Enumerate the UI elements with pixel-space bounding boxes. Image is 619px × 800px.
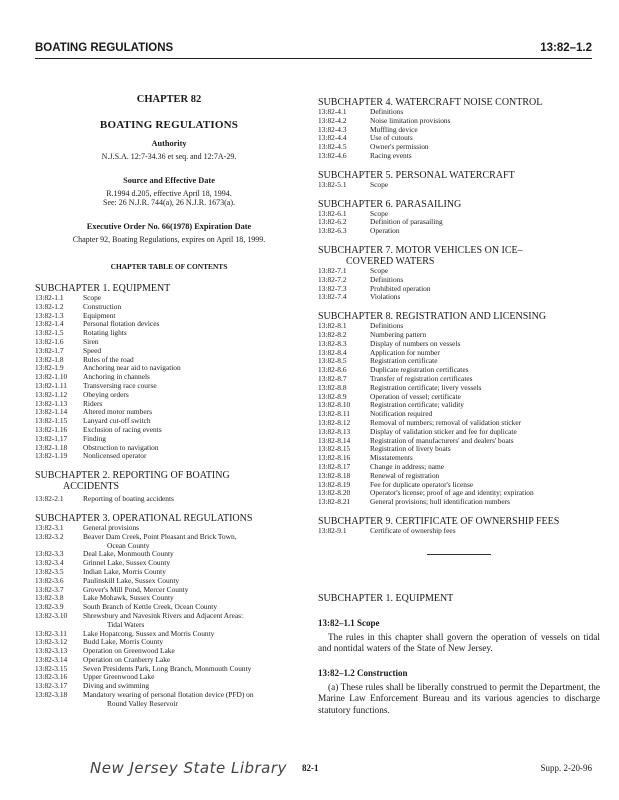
toc-entry-number: 13:82-9.1	[318, 525, 347, 535]
toc-entry-title-line: Scope	[83, 293, 102, 302]
toc-heading: CHAPTER TABLE OF CONTENTS	[110, 262, 228, 271]
toc-entry-number: 13:82-8.10	[318, 400, 351, 410]
section-divider	[427, 554, 491, 555]
subchapter-heading: SUBCHAPTER 4. WATERCRAFT NOISE CONTROL	[318, 97, 543, 108]
toc-entry	[35, 408, 303, 417]
toc-entry-title-line: Equipment	[83, 310, 116, 320]
toc-entry	[35, 673, 303, 682]
authority-label: Authority	[151, 139, 187, 148]
toc-entry	[35, 329, 303, 338]
toc-entry-title-line: Renewal of registration	[370, 470, 440, 480]
toc-entry-title-line: Registration of manufacturers' and dealers' boats	[370, 435, 514, 445]
toc-entry-number: 13:82-3.13	[35, 646, 68, 656]
toc-entry-title-line: Personal flotation devices	[83, 319, 160, 329]
toc-entry-title-line: Definitions	[370, 274, 404, 284]
toc-entry	[35, 452, 303, 461]
toc-list	[35, 524, 303, 709]
toc-entry-title-line: Display of validation sticker and fee for duplicate	[370, 426, 517, 436]
toc-entry-number: 13:82-3.2	[35, 531, 64, 541]
toc-entry-title-line: Shrewsbury and Navesink Rivers and Adjacent Areas:	[83, 610, 244, 620]
toc-list	[318, 267, 600, 302]
chapter-title: BOATING REGULATIONS	[99, 119, 239, 131]
toc-entry-title-line: Ocean County	[107, 540, 150, 550]
toc-entry-title-line: Registration certificate; livery vessels	[370, 382, 482, 392]
toc-entry	[35, 426, 303, 435]
subchapter-heading-line: ACCIDENTS	[63, 481, 120, 493]
toc-entry	[318, 437, 600, 446]
toc-entry	[318, 349, 600, 358]
toc-entry-number: 13:82-8.5	[318, 356, 347, 366]
toc-entry-title-line: Owner's permission	[370, 142, 429, 152]
toc-entry-title-line: Fee for duplicate operator's license	[370, 479, 474, 489]
toc-entry	[318, 134, 600, 143]
toc-entry-title	[370, 498, 510, 507]
toc-entry	[318, 293, 600, 302]
toc-entry-number: 13:82-1.8	[35, 354, 64, 364]
toc-entry-title-line: Rotating lights	[83, 328, 127, 338]
toc-list	[318, 181, 600, 190]
toc-entry	[318, 227, 600, 236]
toc-entry-number: 13:82-8.8	[318, 382, 347, 392]
toc-entry-title-line: Registration certificate; validity	[370, 400, 464, 410]
library-stamp: New Jersey State Library	[90, 759, 287, 777]
toc-entry	[318, 126, 600, 135]
toc-entry	[318, 498, 600, 507]
toc-entry-number: 13:82-3.9	[35, 602, 64, 612]
toc-entry-title-line: Operation on Greenwood Lake	[83, 646, 175, 656]
toc-entry-number: 13:82-8.16	[318, 453, 351, 463]
toc-entry-number: 13:82-8.6	[318, 365, 347, 375]
toc-entry-number: 13:82-1.13	[35, 398, 68, 408]
toc-entry-number: 13:82-5.1	[318, 179, 347, 189]
right-column	[318, 97, 600, 718]
subchapter-heading	[35, 470, 303, 492]
toc-entry-title-line: Mandatory wearing of personal flotation device (PFD) on	[83, 690, 254, 700]
toc-entry-title	[370, 181, 388, 190]
toc-entry	[35, 391, 303, 400]
toc-entry-title-line: Construction	[83, 301, 122, 311]
toc-entry-number: 13:82-1.10	[35, 372, 68, 382]
toc-entry-number: 13:82-6.2	[318, 217, 347, 227]
toc-entry-number: 13:82-1.19	[35, 451, 68, 461]
toc-entry-title-line: Definition of parasailing	[370, 217, 443, 227]
toc-entry-number: 13:82-8.4	[318, 347, 347, 357]
toc-entry-title-line: Definitions	[370, 107, 404, 116]
toc-entry-number: 13:82-3.3	[35, 549, 64, 559]
toc-entry-title-line: Lake Mohawk, Sussex County	[83, 593, 174, 603]
section-paragraph: The rules in this chapter shall govern the operation of vessels on tidal and nontidal waters of the State of New Jersey.	[318, 632, 600, 655]
toc-entry-title	[370, 227, 400, 236]
toc-entry-title-line: Change in address; name	[370, 461, 445, 471]
toc-entry-number: 13:82-3.7	[35, 584, 64, 594]
toc-entry-number: 13:82-4.4	[318, 133, 347, 143]
toc-entry	[35, 347, 303, 356]
toc-entry-number: 13:82-7.1	[318, 265, 347, 275]
toc-entry-number: 13:82-1.17	[35, 433, 68, 443]
toc-list	[318, 527, 600, 536]
supplement-date: Supp. 2-20-96	[540, 763, 592, 773]
toc-entry	[318, 285, 600, 294]
toc-entry-title-line: Operation on Cranberry Lake	[83, 654, 171, 664]
toc-entry-number: 13:82-8.14	[318, 435, 351, 445]
running-header	[35, 42, 592, 59]
exec-order-label: Executive Order No. 66(1978) Expiration Date	[86, 221, 252, 231]
toc-entry	[35, 312, 303, 321]
toc-entry	[35, 382, 303, 391]
toc-entry	[35, 691, 303, 709]
toc-entry-number: 13:82-3.17	[35, 681, 68, 691]
toc-entry-title-line: Anchoring near aid to navigation	[83, 363, 181, 373]
toc-entry-title-line: Scope	[370, 208, 389, 218]
toc-entry-title-line: Exclusion of racing events	[83, 424, 162, 434]
toc-entry-title-line: Display of numbers on vessels	[370, 338, 461, 348]
section-heading: 13:82–1.1 Scope	[318, 617, 380, 628]
toc-entry	[35, 338, 303, 347]
source-text	[35, 189, 303, 208]
toc-list	[318, 322, 600, 507]
toc-entry-title-line: Siren	[83, 336, 99, 346]
toc-entry	[318, 322, 600, 331]
body-subchapter-title: SUBCHAPTER 1. EQUIPMENT	[318, 592, 454, 604]
toc-entry-number: 13:82-4.3	[318, 124, 347, 134]
toc-entry-title-line: Finding	[83, 433, 106, 443]
toc-entry-title-line: South Branch of Kettle Creek, Ocean County	[83, 602, 218, 612]
toc-entry-number: 13:82-4.5	[318, 142, 347, 152]
toc-entry-number: 13:82-2.1	[35, 494, 64, 504]
toc-entry	[318, 117, 600, 126]
toc-entry	[35, 665, 303, 674]
toc-entry-title-line: General provisions; hull identification numbers	[370, 497, 510, 507]
toc-entry-title	[83, 452, 146, 461]
toc-entry-number: 13:82-8.15	[318, 444, 351, 454]
toc-entry-title-line: Lake Hopatcong, Sussex and Morris County	[83, 628, 215, 638]
toc-entry-title-line: Violations	[370, 292, 401, 302]
toc-entry	[318, 401, 600, 410]
toc-entry-title-line: Prohibited operation	[370, 283, 431, 293]
toc-entry-title-line: Operator's license; proof of age and identity; expiration	[370, 488, 534, 498]
toc-entry-title-line: Obstruction to navigation	[83, 442, 159, 452]
toc-entry-number: 13:82-3.8	[35, 593, 64, 603]
toc-entry-title-line: Application for number	[370, 347, 440, 357]
toc-entry-title	[370, 527, 456, 536]
toc-entry	[35, 320, 303, 329]
toc-entry	[35, 533, 303, 551]
toc-entry-number: 13:82-4.1	[318, 107, 347, 116]
chapter-number: CHAPTER 82	[136, 94, 202, 105]
subchapter-heading-line: COVERED WATERS	[346, 255, 435, 267]
toc-entry-title-line: Operation of vessel; certificate	[370, 391, 461, 401]
toc-entry	[35, 417, 303, 426]
exec-order-text: Chapter 92, Boating Regulations, expires on April 18, 1999.	[72, 234, 266, 244]
toc-entry-title-line: Obeying orders	[83, 389, 129, 399]
toc-entry-title-line: Paulinskill Lake, Sussex County	[83, 575, 180, 585]
toc-entry-title-line: Indian Lake, Morris County	[83, 566, 166, 576]
toc-entry-title-line: Grover's Mill Pond, Mercer County	[83, 584, 189, 594]
toc-entry	[318, 181, 600, 190]
toc-entry-number: 13:82-1.11	[35, 380, 67, 390]
toc-entry-number: 13:82-1.16	[35, 424, 68, 434]
subchapter-heading-line: SUBCHAPTER 2. REPORTING OF BOATING	[35, 470, 230, 482]
toc-entry-number: 13:82-1.6	[35, 336, 64, 346]
left-column	[35, 92, 303, 709]
toc-entry-title-line: Tidal Waters	[107, 619, 145, 629]
header-section: 13:82–1.2	[540, 42, 592, 54]
toc-entry-number: 13:82-3.1	[35, 522, 64, 532]
toc-list	[318, 108, 600, 161]
subchapter-heading: SUBCHAPTER 9. CERTIFICATE OF OWNERSHIP FEES	[318, 515, 560, 527]
toc-entry-number: 13:82-8.7	[318, 373, 347, 383]
toc-entry-number: 13:82-3.18	[35, 690, 68, 700]
toc-entry-number: 13:82-1.1	[35, 293, 64, 302]
toc-entry	[35, 435, 303, 444]
toc-entry-title-line: General provisions	[83, 522, 140, 532]
toc-entry-title-line: Registration of livery boats	[370, 444, 451, 454]
toc-entry-number: 13:82-8.3	[318, 338, 347, 348]
toc-entry-title-line: Lanyard cut-off switch	[83, 416, 151, 426]
toc-entry-title-line: Noise limitation provisions	[370, 115, 451, 125]
toc-entry-number: 13:82-1.9	[35, 363, 64, 373]
toc-entry-title-line: Deal Lake, Monmouth County	[83, 549, 174, 559]
toc-entry	[35, 294, 303, 303]
toc-entry-number: 13:82-8.20	[318, 488, 351, 498]
toc-entry	[35, 612, 303, 630]
toc-entry-number: 13:82-1.7	[35, 345, 64, 355]
toc-entry-number: 13:82-8.13	[318, 426, 351, 436]
toc-entry-title-line: Nonlicensed operator	[83, 451, 147, 461]
toc-entry-number: 13:82-3.6	[35, 575, 64, 585]
toc-entry-title-line: Rules of the road	[83, 354, 134, 364]
toc-entry-title-line: Seven Presidents Park, Long Branch, Monmouth County	[83, 663, 252, 673]
toc-entry-title-line: Budd Lake, Morris County	[83, 637, 164, 647]
toc-entry	[318, 445, 600, 454]
toc-entry-title-line: Racing events	[370, 150, 412, 160]
toc-entry-title-line: Riders	[83, 398, 103, 408]
toc-entry	[318, 108, 600, 117]
toc-entry-number: 13:82-4.6	[318, 150, 347, 160]
toc-entry-title-line: Diving and swimming	[83, 681, 150, 691]
toc-entry-title-line: Round Valley Reservoir	[107, 698, 178, 708]
toc-entry-title	[83, 612, 243, 630]
toc-entry	[318, 340, 600, 349]
page-number: 82-1	[302, 763, 319, 773]
toc-entry-number: 13:82-6.3	[318, 226, 347, 236]
toc-entry-title-line: Upper Greenwood Lake	[83, 672, 155, 682]
toc-entry-number: 13:82-8.1	[318, 321, 347, 331]
toc-entry-title-line: Use of cutouts	[370, 133, 413, 143]
toc-entry	[35, 373, 303, 382]
toc-entry-number: 13:82-1.2	[35, 301, 64, 311]
toc-entry-number: 13:82-1.4	[35, 319, 64, 329]
toc-entry-title-line: Beaver Dam Creek, Point Pleasant and Brick Town,	[83, 531, 237, 541]
toc-entry-number: 13:82-8.17	[318, 461, 351, 471]
subchapter-heading-line: SUBCHAPTER 7. MOTOR VEHICLES ON ICE–	[318, 244, 523, 256]
toc-entry-title-line: Altered motor numbers	[83, 407, 152, 417]
toc-entry	[35, 559, 303, 568]
toc-entry-number: 13:82-7.2	[318, 274, 347, 284]
toc-entry-number: 13:82-8.9	[318, 391, 347, 401]
toc-entry-title	[370, 152, 412, 161]
toc-entry-title-line: Speed	[83, 345, 102, 355]
toc-entry-title-line: Reporting of boating accidents	[83, 494, 174, 504]
toc-entry	[318, 454, 600, 463]
toc-entry-title-line: Registration certificate	[370, 356, 438, 366]
toc-entry-title	[83, 533, 237, 551]
toc-entry	[318, 267, 600, 276]
toc-entry-number: 13:82-1.12	[35, 389, 68, 399]
toc-entry	[318, 218, 600, 227]
toc-entry-title-line: Numbering pattern	[370, 329, 427, 339]
toc-entry-number: 13:82-1.15	[35, 416, 68, 426]
toc-entry-number: 13:82-1.18	[35, 442, 68, 452]
toc-entry-title-line: Certificate of ownership fees	[370, 525, 456, 535]
toc-entry-title-line: Removal of numbers; removal of validation sticker	[370, 417, 522, 427]
subchapter-heading: SUBCHAPTER 5. PERSONAL WATERCRAFT	[318, 169, 515, 181]
source-line: See: 26 N.J.R. 744(a), 26 N.J.R. 1673(a).	[103, 198, 235, 207]
toc-entry-title	[83, 691, 254, 709]
toc-entry-number: 13:82-3.4	[35, 558, 64, 568]
toc-entry-number: 13:82-8.21	[318, 497, 351, 507]
toc-list	[35, 495, 303, 504]
toc-entry	[35, 364, 303, 373]
toc-entry-title-line: Operation	[370, 226, 400, 236]
toc-entry	[35, 400, 303, 409]
toc-entry-number: 13:82-3.16	[35, 672, 68, 682]
toc-entry-title-line: Transversing race course	[83, 380, 157, 390]
toc-entry-number: 13:82-8.19	[318, 479, 351, 489]
toc-entry-title-line: Scope	[370, 179, 389, 189]
toc-entry-title-line: Duplicate registration certificates	[370, 365, 469, 375]
toc-entry	[35, 630, 303, 639]
toc-entry-number: 13:82-3.5	[35, 566, 64, 576]
toc-entry-number: 13:82-3.10	[35, 610, 68, 620]
toc-entry-title-line: Definitions	[370, 321, 404, 331]
toc-entry-title-line: Grinnel Lake, Sussex County	[83, 558, 171, 568]
subchapter-heading	[318, 245, 600, 267]
toc-entry	[35, 444, 303, 453]
subchapter-heading: SUBCHAPTER 6. PARASAILING	[318, 198, 462, 210]
toc-entry-number: 13:82-1.3	[35, 310, 64, 320]
toc-entry-title-line: Transfer of registration certificates	[370, 373, 473, 383]
toc-entry-number: 13:82-8.11	[318, 409, 350, 419]
toc-entry-number: 13:82-6.1	[318, 208, 347, 218]
subchapter-heading: SUBCHAPTER 8. REGISTRATION AND LICENSING	[318, 311, 547, 323]
toc-entry	[318, 210, 600, 219]
toc-entry-title	[370, 293, 400, 302]
toc-entry-title	[83, 495, 174, 504]
toc-entry	[35, 495, 303, 504]
toc-entry	[318, 463, 600, 472]
toc-list	[318, 210, 600, 236]
toc-entry-title-line: Anchoring in channels	[83, 372, 150, 382]
toc-entry-number: 13:82-1.5	[35, 328, 64, 338]
subchapter-heading: SUBCHAPTER 3. OPERATIONAL REGULATIONS	[35, 512, 253, 524]
toc-entry-number: 13:82-8.12	[318, 417, 351, 427]
source-line: R.1994 d.205, effective April 18, 1994.	[106, 188, 232, 198]
toc-entry-title-line: Scope	[370, 265, 389, 275]
toc-entry-number: 13:82-7.3	[318, 283, 347, 293]
subchapter-heading: SUBCHAPTER 1. EQUIPMENT	[35, 283, 171, 294]
toc-entry-title-line: Misstatements	[370, 453, 413, 463]
toc-list	[35, 294, 303, 461]
toc-entry-title-line: Muffling device	[370, 124, 418, 134]
toc-entry	[318, 152, 600, 161]
toc-entry-number: 13:82-3.14	[35, 654, 68, 664]
toc-entry-number: 13:82-8.18	[318, 470, 351, 480]
section-heading: 13:82–1.2 Construction	[318, 667, 408, 678]
header-title: BOATING REGULATIONS	[35, 42, 174, 54]
page-footer	[0, 759, 619, 783]
toc-entry-number: 13:82-3.15	[35, 663, 68, 673]
toc-entry-number: 13:82-1.14	[35, 407, 68, 417]
toc-entry	[318, 276, 600, 285]
toc-entry	[35, 303, 303, 312]
section-paragraph: (a) These rules shall be liberally construed to permit the Department, the Marine Law Enforcement Bureau and its various agencies to discharge statutory functions.	[318, 682, 600, 717]
toc-entry-title-line: Notification required	[370, 409, 433, 419]
toc-entry-number: 13:82-8.2	[318, 329, 347, 339]
toc-entry	[318, 143, 600, 152]
authority-text: N.J.S.A. 12:7-34.36 et seq. and 12:7A-29.	[101, 152, 237, 161]
source-label: Source and Effective Date	[123, 175, 215, 185]
toc-entry-number: 13:82-3.12	[35, 637, 68, 647]
toc-entry-number: 13:82-3.11	[35, 628, 67, 638]
toc-entry-number: 13:82-4.2	[318, 115, 347, 125]
toc-entry	[318, 527, 600, 536]
toc-entry-number: 13:82-7.4	[318, 292, 347, 302]
